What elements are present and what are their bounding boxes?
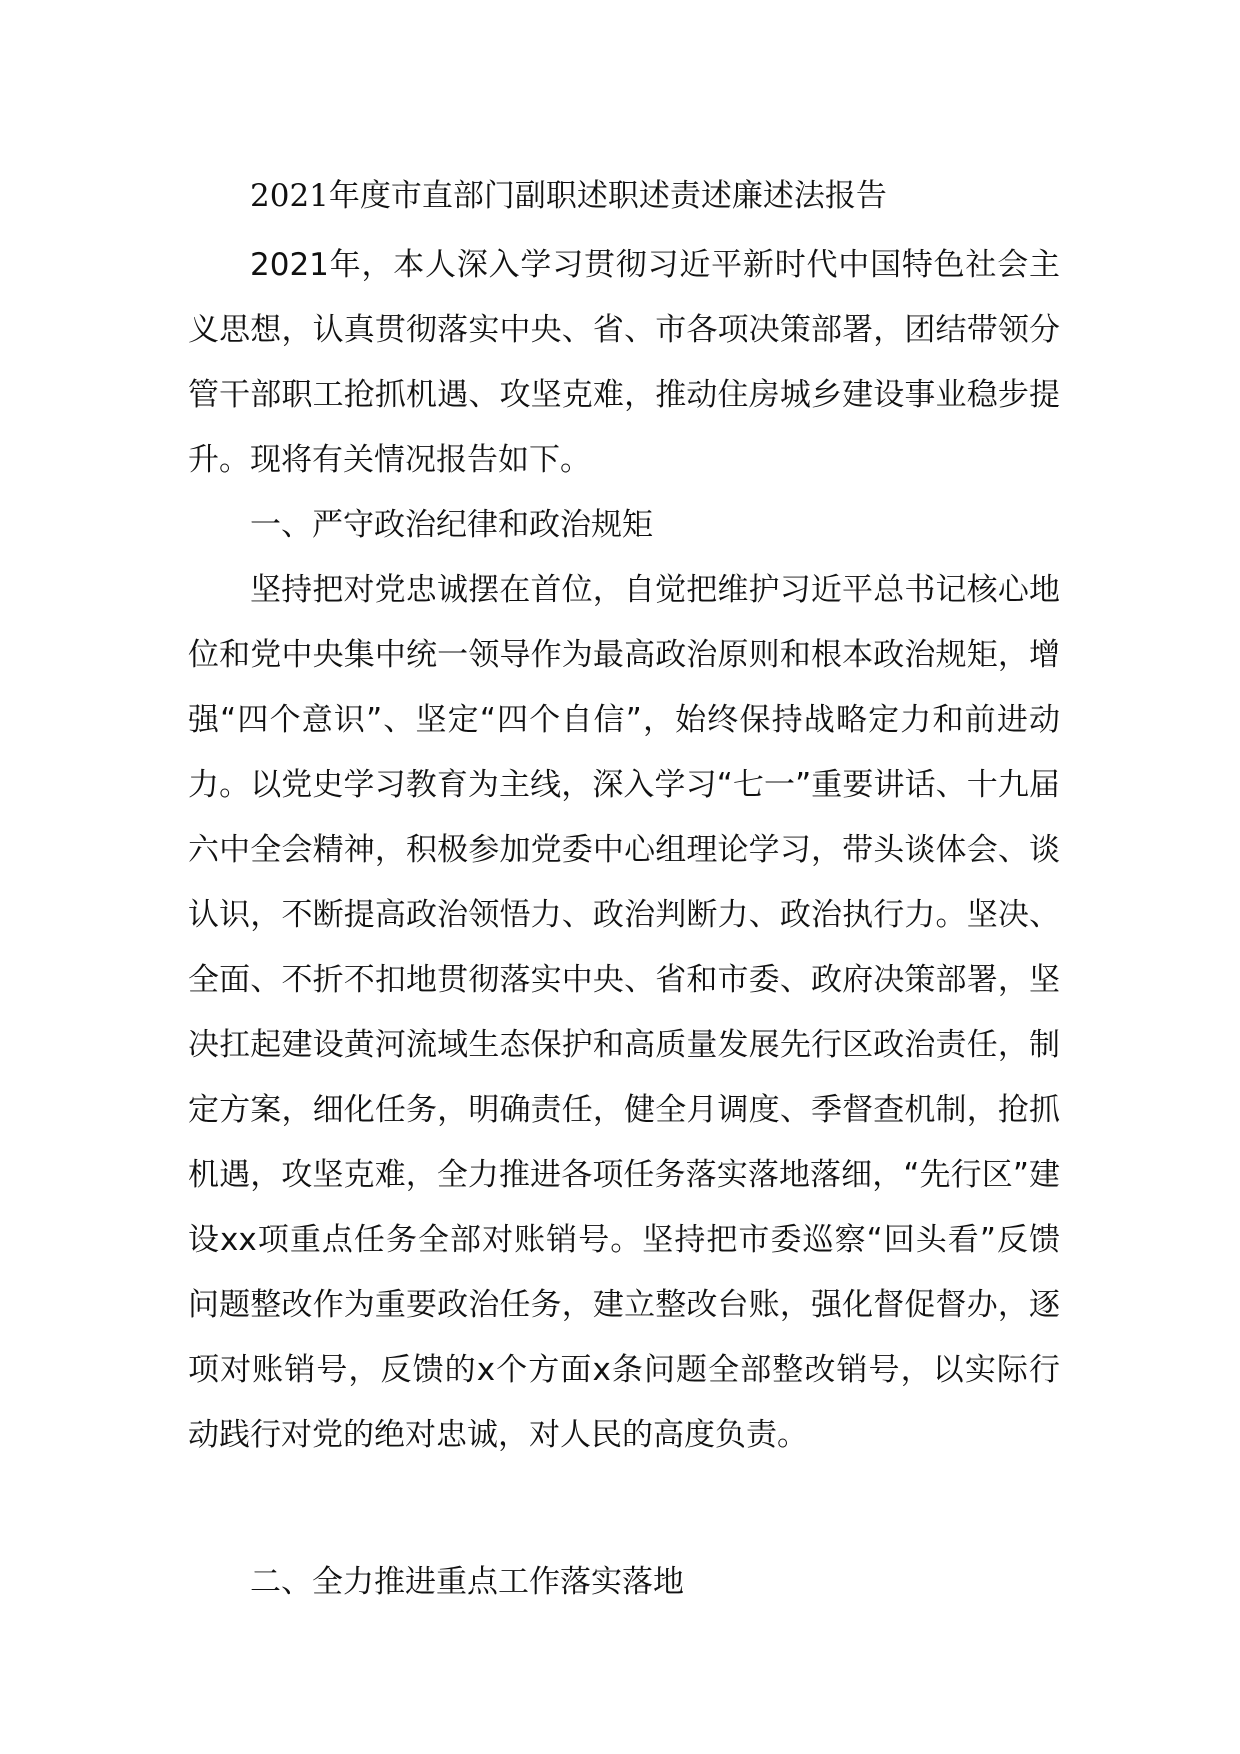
document-title: 2021年度市直部门副职述职述责述廉述法报告 — [250, 178, 887, 214]
section-1-paragraph: 坚持把对党忠诚摆在首位，自觉把维护习近平总书记核心地位和党中央集中统一领导作为最高政治原则和根本政治规矩，增强“四个意识”、坚定“四个自信”，始终保持战略定力和前进动力。以党史学习教育为主线，深入学习“七一”重要讲话、十九届六中全会精神，积极参加党委中心组理论学习，带头谈体会、谈认识，不断提高政治领悟力、政治判断力、政治执行力。坚决、全面、不折不扣地贯彻落实中央、省和市委、政府决策部署，坚决扛起建设黄河流域生态保护和高质量发展先行区政治责任，制定方案，细化任务，明确责任，健全月调度、季督查机制，抢抓机遇，攻坚克难，全力推进各项任务落实落地落细，“先行区”建设xx项重点任务全部对账销号。坚持把市委巡察“回头看”反馈问题整改作为重要政治任务，建立整改台账，强化督促督办，逐项对账销号，反馈的x个方面x条问题全部整改销号，以实际行动践行对党的绝对忠诚，对人民的高度负责。 — [188, 572, 1060, 1453]
intro-paragraph: 2021年，本人深入学习贯彻习近平新时代中国特色社会主义思想，认真贯彻落实中央、省、市各项决策部署，团结带领分管干部职工抢抓机遇、攻坚克难，推动住房城乡建设事业稳步提升。现将有关情况报告如下。 — [188, 247, 1060, 478]
section-heading-2: 二、全力推进重点工作落实落地 — [250, 1564, 684, 1600]
section-heading-1: 一、严守政治纪律和政治规矩 — [250, 507, 653, 543]
